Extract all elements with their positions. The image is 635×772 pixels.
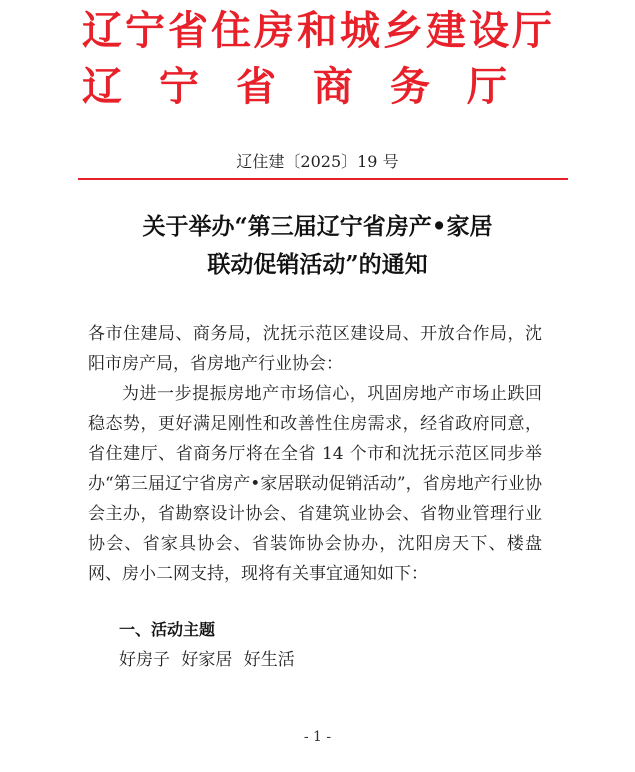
section-content-theme: 好房子 好家居 好生活 xyxy=(119,650,295,670)
body-paragraph: 为进一步提振房地产市场信心，巩固房地产市场止跌回稳态势，更好满足刚性和改善性住房需求，经省政府同意，省住建厅、省商务厅将在全省 14 个市和沈抚示范区同步举办“第三届辽宁省房产•家居联动促销活动”，省房地产行业协会主办，省勘察设计协会、省建筑业协会、省物业管理行业协会、省家具协会、省装饰协会协办，沈阳房天下、楼盘网、房小二网支持，现将有关事宜通知如下： xyxy=(88,384,542,584)
issuing-org-line-1: 辽宁省住房和城乡建设厅 xyxy=(82,8,555,54)
document-title-line-1: 关于举办“第三届辽宁省房产•家居 xyxy=(142,213,493,240)
document-number: 辽住建〔2025〕19 号 xyxy=(236,152,399,171)
page-number: - 1 - xyxy=(303,729,332,745)
red-divider xyxy=(78,178,568,180)
document-title-line-2: 联动促销活动”的通知 xyxy=(207,251,428,278)
section-heading-theme: 一、活动主题 xyxy=(119,620,216,639)
addressee-paragraph: 各市住建局、商务局，沈抚示范区建设局、开放合作局，沈阳市房产局，省房地产行业协会： xyxy=(88,324,542,374)
issuing-org-line-2: 辽宁省商务厅 xyxy=(82,64,544,110)
